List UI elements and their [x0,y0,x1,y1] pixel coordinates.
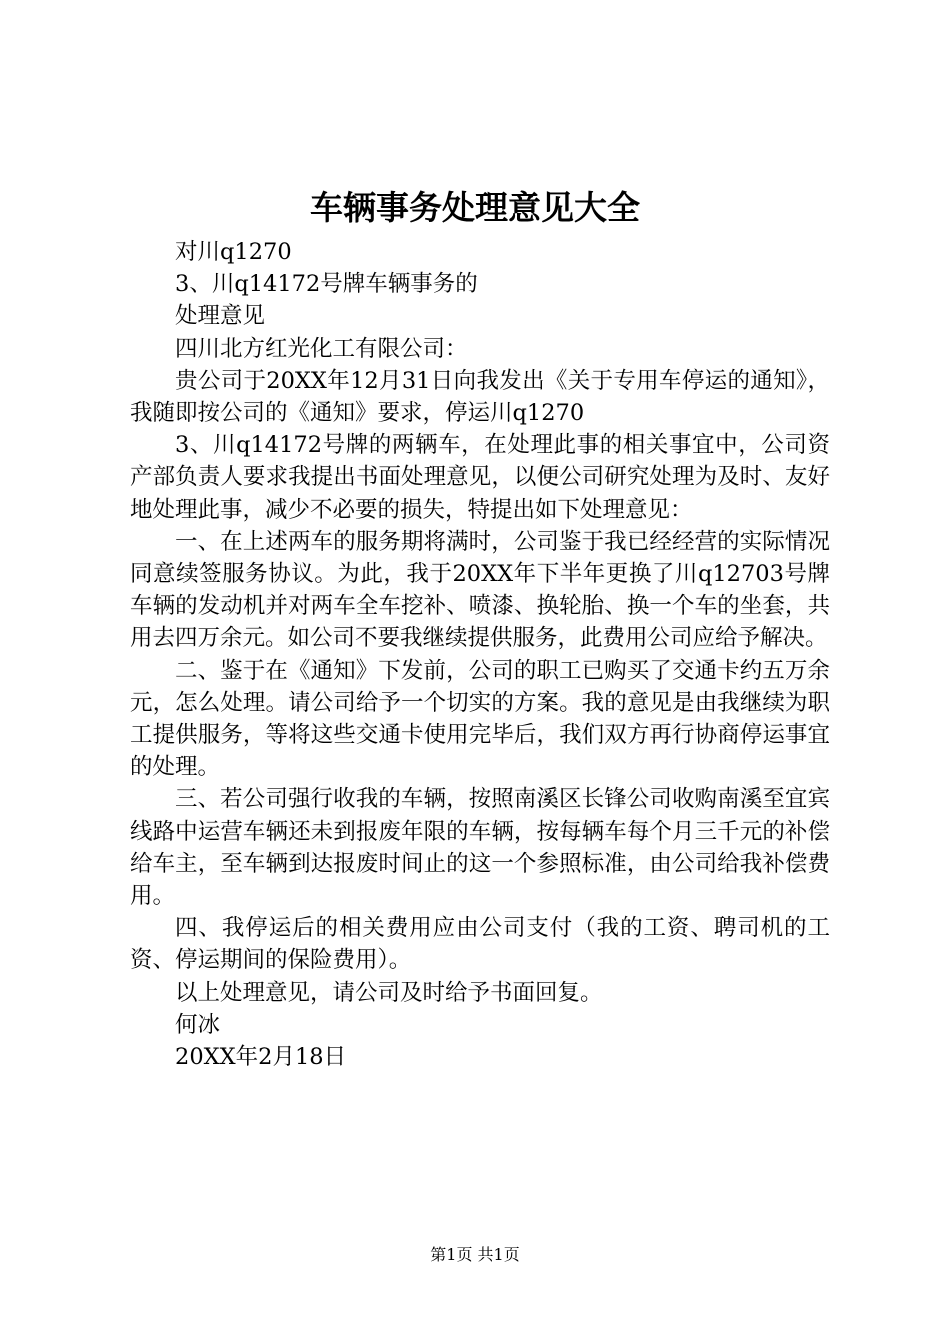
signature-date: 20XX年2月18日 [175,1044,347,1071]
document-body [130,236,830,1073]
paragraph-point-two: 二、鉴于在《通知》下发前，公司的职工已购买了交通卡约五万余元，怎么处理。请公司给予一个切实的方案。我的意见是由我继续为职工提供服务，等将这些交通卡使用完毕后，我们双方再行协商停运事宜的处理。 [130,657,830,781]
paragraph-recipient-vehicle-1: 对川q1270 [175,239,292,265]
document-title: 车辆事务处理意见大全 [310,188,640,227]
paragraph-point-three: 三、若公司强行收我的车辆，按照南溪区长锋公司收购南溪至宜宾线路中运营车辆还未到报废年限的车辆，按每辆车每个月三千元的补偿给车主，至车辆到达报废时间止的这一个参照标准，由公司给我补偿费用。 [130,786,830,910]
paragraph-addressee: 四川北方红光化工有限公司： [175,335,468,362]
paragraph-intro-1: 贵公司于20XX年12月31日向我发出《关于专用车停运的通知》，我随即按公司的《通知》要求，停运川q1270 [130,367,830,427]
signature-name: 何冰 [175,1011,221,1038]
paragraph-point-one: 一、在上述两车的服务期将满时，公司鉴于我已经经营的实际情况同意续签服务协议。为此，我于20XX年下半年更换了川q12703号牌车辆的发动机并对两车全车挖补、喷漆、换轮胎、换一个车的坐套，共用去四万余元。如公司不要我继续提供服务，此费用公司应给予解决。 [130,528,830,652]
paragraph-intro-2: 3、川q14172号牌的两辆车，在处理此事的相关事宜中，公司资产部负责人要求我提出书面处理意见，以便公司研究处理为及时、友好地处理此事，减少不必要的损失，特提出如下处理意见： [130,432,830,523]
paragraph-point-four: 四、我停运后的相关费用应由公司支付（我的工资、聘司机的工资、停运期间的保险费用）。 [130,915,830,974]
paragraph-closing: 以上处理意见，请公司及时给予书面回复。 [175,979,603,1006]
paragraph-recipient-vehicle-2: 3、川q14172号牌车辆事务的 [175,271,478,298]
page-footer: 第1页 共1页 [430,1245,520,1264]
paragraph-subject: 处理意见 [175,303,266,330]
